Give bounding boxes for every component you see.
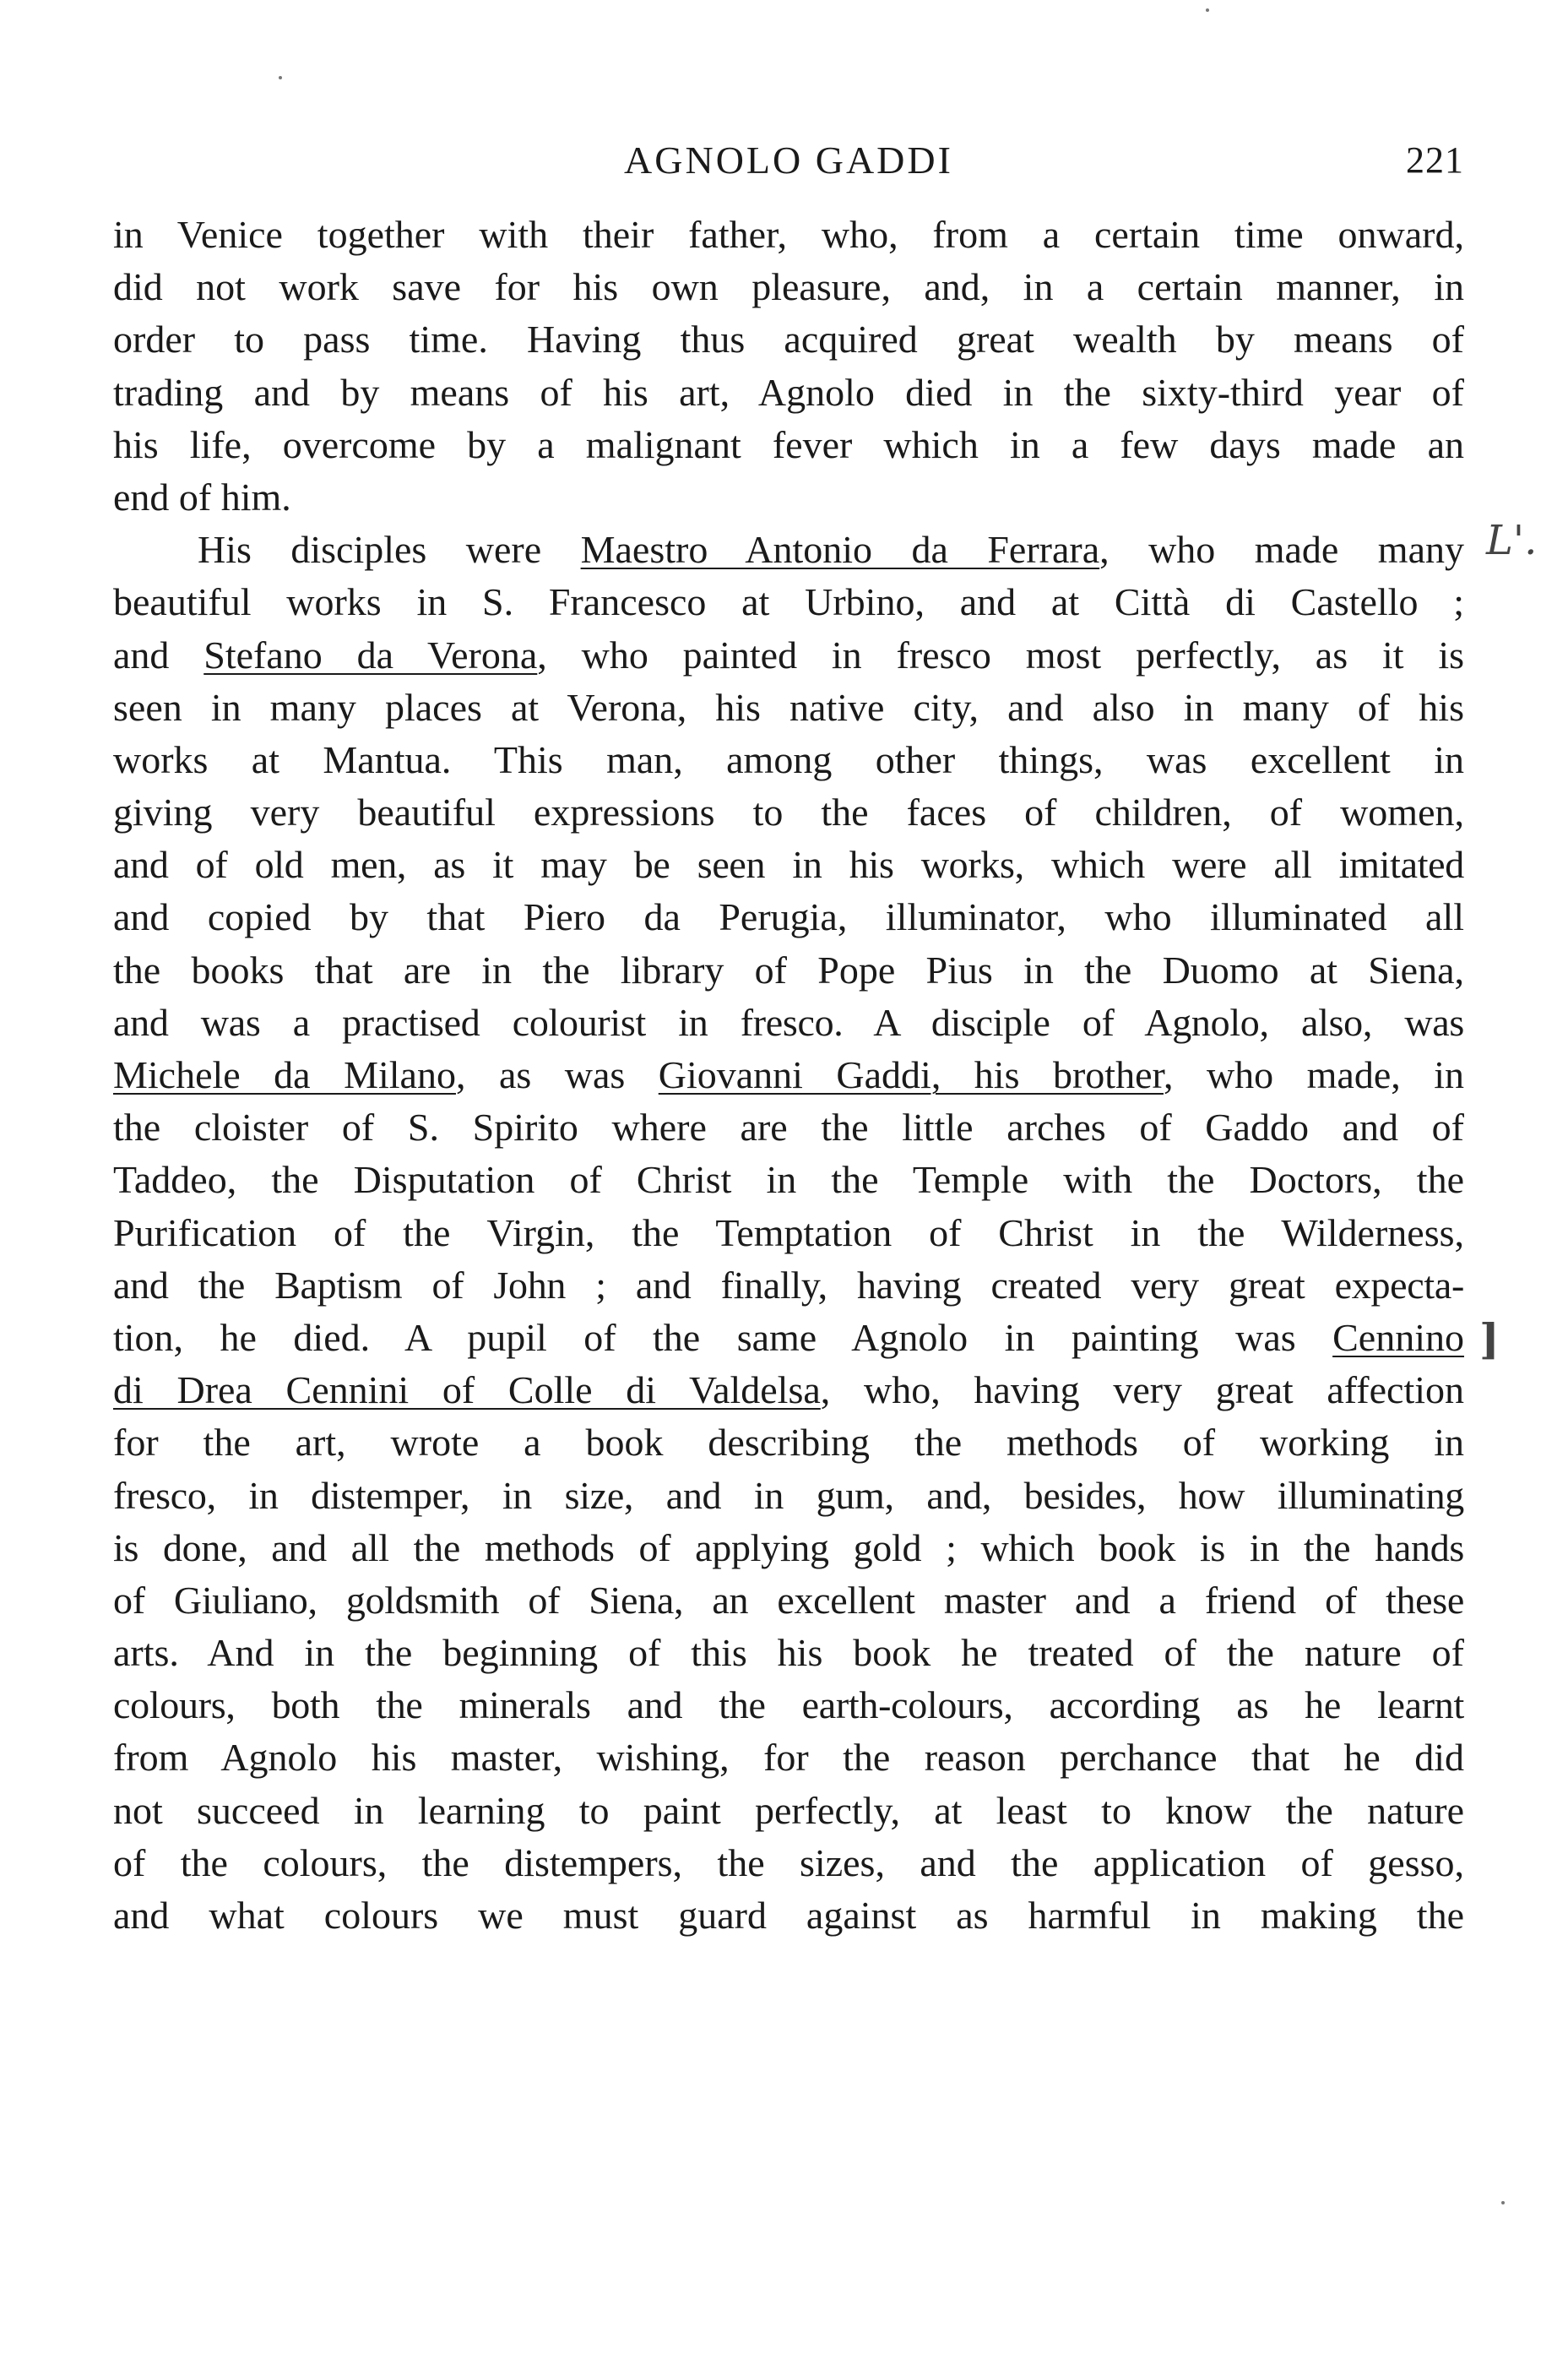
text-run: , who, having very great affection	[820, 1368, 1465, 1412]
text-line	[113, 1049, 1464, 1101]
body-text	[113, 209, 1464, 1942]
text-run: His disciples were	[198, 528, 581, 572]
text-line: in Venice together with their father, who, from a certain time onward,	[113, 213, 1464, 256]
paper-speck	[1501, 2201, 1505, 2204]
underlined-name: Maestro Antonio da Ferrara	[580, 528, 1100, 572]
text-line: arts. And in the beginning of this his book he treated of the nature of	[113, 1631, 1464, 1675]
underlined-name: Stefano da Verona	[203, 633, 538, 677]
margin-bracket: ]	[1479, 1314, 1500, 1364]
text-line: did not work save for his own pleasure, and, in a certain manner, in	[113, 265, 1464, 309]
text-line: Purification of the Virgin, the Temptation of Christ in the Wilderness,	[113, 1210, 1464, 1254]
text-line	[113, 1364, 1464, 1416]
text-line: beautiful works in S. Francesco at Urbino, and at Città di Castello ;	[113, 580, 1464, 624]
margin-annotation: L'.	[1486, 517, 1538, 564]
text-line: the cloister of S. Spirito where are the little arches of Gaddo and of	[113, 1106, 1464, 1150]
text-line: his life, overcome by a malignant fever which in a few days made an	[113, 422, 1464, 466]
text-line: seen in many places at Verona, his native city, and also in many of his	[113, 685, 1464, 729]
text-run: , who made, in	[1163, 1053, 1465, 1096]
text-run: tion, he died. A pupil of the same Agnolo in painting was	[113, 1315, 1333, 1359]
underlined-name: di Drea Cennini of Colle di Valdelsa	[113, 1368, 821, 1412]
text-line: of the colours, the distempers, the sizes, and the application of gesso,	[113, 1840, 1464, 1884]
text-line: giving very beautiful expressions to the faces of children, of women,	[113, 791, 1464, 834]
text-line: not succeed in learning to paint perfectly, at least to know the nature	[113, 1788, 1464, 1832]
page-title: AGNOLO GADDI	[624, 139, 953, 182]
text-line: and copied by that Piero da Perugia, illuminator, who illuminated all	[113, 895, 1464, 939]
text-line	[113, 524, 1464, 576]
text-run: , who painted in fresco most perfectly, as it is	[537, 633, 1465, 677]
text-line: and was a practised colourist in fresco. A disciple of Agnolo, also, was	[113, 1000, 1464, 1044]
text-run: and	[113, 633, 204, 677]
paper-speck	[1206, 8, 1209, 12]
text-line: works at Mantua. This man, among other things, was excellent in	[113, 737, 1464, 781]
text-line: for the art, wrote a book describing the methods of working in	[113, 1421, 1464, 1465]
text-line: the books that are in the library of Pope Pius in the Duomo at Siena,	[113, 948, 1464, 992]
text-run: , as was	[455, 1053, 659, 1096]
text-line: fresco, in distemper, in size, and in gum, and, besides, how illuminating	[113, 1473, 1464, 1517]
text-line: and what colours we must guard against as harmful in making the	[113, 1894, 1464, 1937]
text-line: colours, both the minerals and the earth-colours, according as he learnt	[113, 1683, 1464, 1727]
text-line: order to pass time. Having thus acquired great wealth by means of	[113, 318, 1464, 361]
text-line: and of old men, as it may be seen in his works, which were all imitated	[113, 843, 1464, 887]
text-line: trading and by means of his art, Agnolo died in the sixty-third year of	[113, 370, 1464, 414]
text-line: end of him.	[113, 475, 291, 519]
text-line	[113, 1312, 1464, 1364]
text-run: , who made many	[1099, 528, 1464, 572]
underlined-name: Cennino	[1332, 1315, 1464, 1359]
paper-speck	[279, 76, 282, 79]
page-number: 221	[1406, 139, 1464, 181]
text-line: of Giuliano, goldsmith of Siena, an excellent master and a friend of these	[113, 1578, 1464, 1622]
text-line: Taddeo, the Disputation of Christ in the Temple with the Doctors, the	[113, 1158, 1464, 1202]
text-line: is done, and all the methods of applying gold ; which book is in the hands	[113, 1525, 1464, 1569]
running-head	[113, 135, 1464, 186]
underlined-name: Giovanni Gaddi, his brother	[658, 1053, 1164, 1096]
text-line: from Agnolo his master, wishing, for the reason perchance that he did	[113, 1736, 1464, 1780]
text-line	[113, 629, 1464, 682]
underlined-name: Michele da Milano	[113, 1053, 456, 1096]
text-line: and the Baptism of John ; and finally, having created very great expecta-	[113, 1263, 1464, 1307]
